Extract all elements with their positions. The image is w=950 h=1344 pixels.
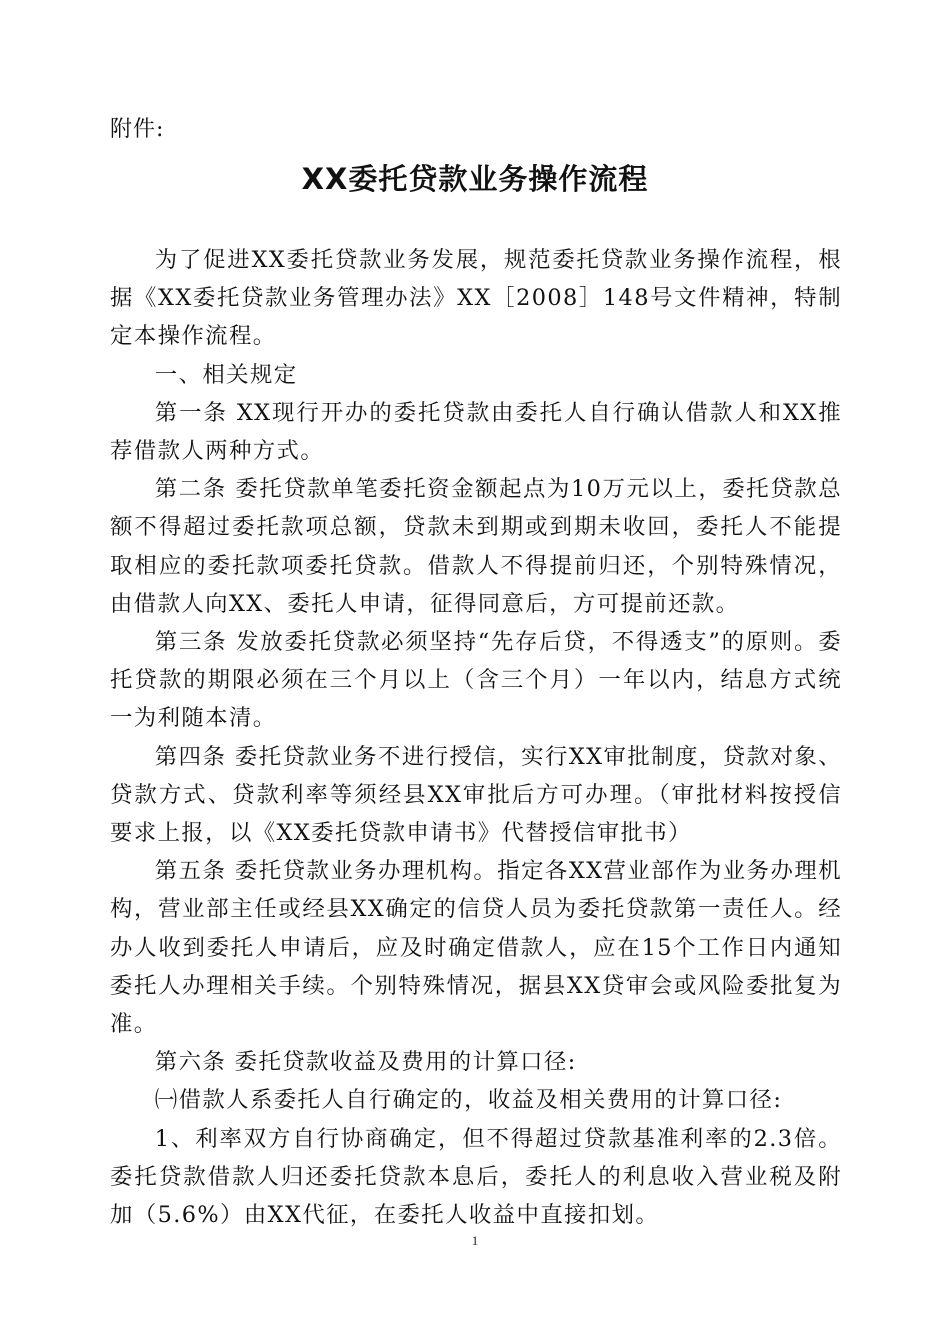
article-6: 第六条 委托贷款收益及费用的计算口径:	[154, 1049, 577, 1076]
section-heading: 一、相关规定	[154, 361, 298, 388]
article-2: 第二条 委托贷款单笔委托资金额起点为10万元以上，委托贷款总额不得超过委托款项总额，贷款未到期或到期未收回，委托人不能提取相应的委托款项委托贷款。借款人不得提前归还，个别特殊情况，由借款人向XX、委托人申请，征得同意后，方可提前还款。	[110, 476, 842, 617]
intro-paragraph: 为了促进XX委托贷款业务发展，规范委托贷款业务操作流程，根据《XX委托贷款业务管理办法》XX［2008］148号文件精神，特制定本操作流程。	[110, 247, 842, 350]
item-1: 1、利率双方自行协商确定，但不得超过贷款基准利率的2.3倍。委托贷款借款人归还委托贷款本息后，委托人的利息收入营业税及附加（5.6%）由XX代征，在委托人收益中直接扣划。	[110, 1125, 842, 1229]
document-body	[110, 241, 842, 1234]
attachment-label: 附件:	[110, 117, 165, 142]
article-3: 第三条 发放委托贷款必须坚持“先存后贷，不得透支”的原则。委托贷款的期限必须在三个月以上（含三个月）一年以内，结息方式统一为利随本清。	[110, 629, 842, 732]
page-number: 1	[471, 1233, 479, 1248]
clause-1: ㈠借款人系委托人自行确定的，收益及相关费用的计算口径:	[154, 1087, 783, 1114]
article-4: 第四条 委托贷款业务不进行授信，实行XX审批制度，贷款对象、贷款方式、贷款利率等须经县XX审批后方可办理。（审批材料按授信要求上报，以《XX委托贷款申请书》代替授信审批书）	[110, 743, 842, 847]
article-5: 第五条 委托贷款业务办理机构。指定各XX营业部作为业务办理机构，营业部主任或经县XX确定的信贷人员为委托贷款第一责任人。经办人收到委托人申请后，应及时确定借款人，应在15个工作日内通知委托人办理相关手续。个别特殊情况，据县XX贷审会或风险委批复为准。	[110, 858, 842, 1038]
document-title: XX委托贷款业务操作流程	[301, 162, 649, 196]
article-1: 第一条 XX现行开办的委托贷款由委托人自行确认借款人和XX推荐借款人两种方式。	[110, 399, 842, 465]
